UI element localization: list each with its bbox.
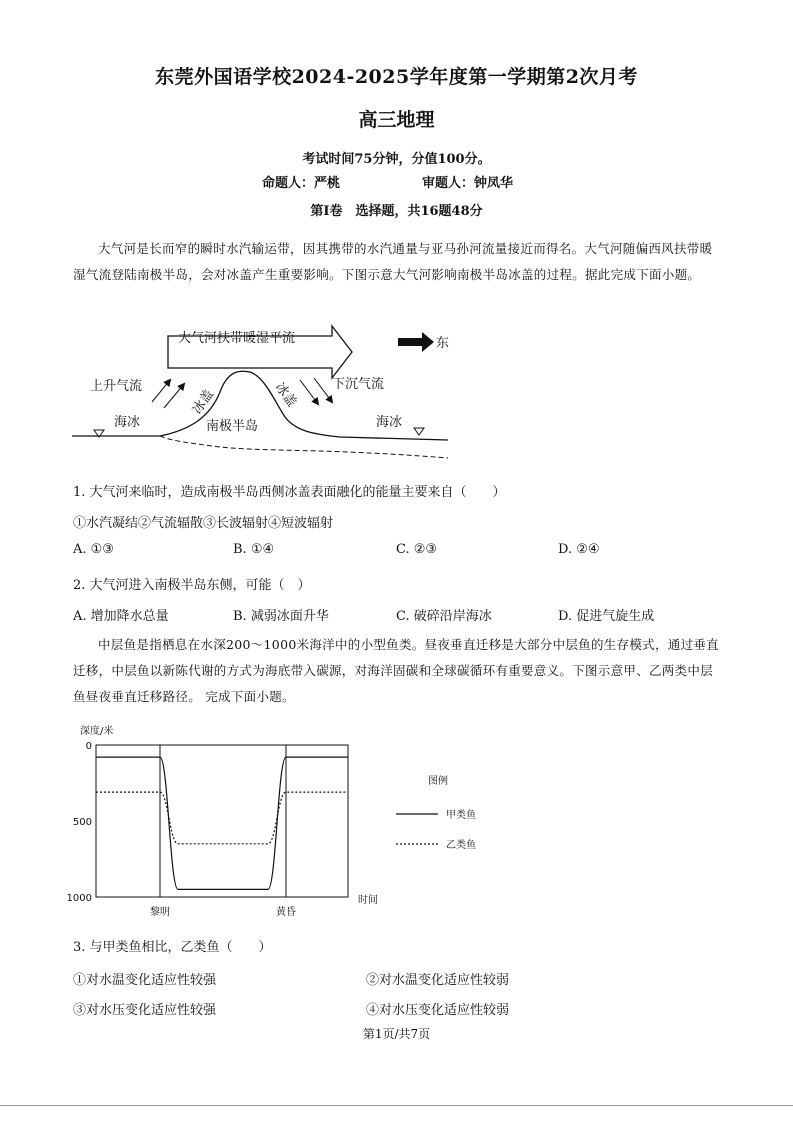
- q2-option-a[interactable]: A. 增加降水总量: [73, 609, 169, 624]
- q1-option-c[interactable]: C. ②③: [396, 542, 438, 557]
- rising-label: 上升气流: [90, 379, 143, 394]
- y-tick-label: 0: [85, 741, 92, 752]
- q2-option-d[interactable]: D. 促进气旋生成: [558, 609, 655, 624]
- atmospheric-river-diagram: [70, 322, 460, 460]
- rising-arrow: [152, 380, 170, 402]
- sinking-arrow: [314, 378, 332, 402]
- legend-label: 甲类鱼: [446, 810, 476, 821]
- q3-item-2: ②对水温变化适应性较弱: [366, 973, 510, 988]
- water-level-icon: [414, 428, 424, 435]
- passage-1: 大气河是长而窄的瞬时水汽输运带，因其携带的水汽通量与亚马孙河流量接近而得名。大气河随偏西风扶带暖湿气流登陆南极半岛，会对冰盖产生重要影响。下图示意大气河影响南极半岛冰盖的过程。据此完成下面小题。: [73, 241, 713, 282]
- legend-label: 乙类鱼: [446, 840, 476, 851]
- q2-option-c[interactable]: C. 破碎沿岸海冰: [396, 609, 492, 624]
- sinking-arrow: [300, 380, 318, 404]
- sea-ice-right-label: 海冰: [376, 415, 403, 430]
- q2-stem: 2. 大气河进入南极半岛东侧，可能（ ）: [73, 578, 311, 593]
- reviewer: 审题人：钟凤华: [422, 176, 514, 191]
- q1-items: ①水汽凝结②气流辐散③长波辐射④短波辐射: [73, 516, 334, 531]
- sea-ice-left-label: 海冰: [114, 415, 141, 430]
- bottom-rule: [0, 1105, 793, 1106]
- passage-2: 中层鱼是指栖息在水深200～1000米海洋中的小型鱼类。昼夜垂直迁移是大部分中层鱼的生存模式，通过垂直迁移，中层鱼以新陈代谢的方式为海底带入碳源，对海洋固碳和全球碳循环有重要意义。下图示意甲、乙两类中层鱼昼夜垂直迁移路径。 完成下面小题。: [73, 637, 719, 704]
- fish-migration-chart: [66, 722, 506, 922]
- y-tick-label: 500: [72, 817, 92, 828]
- legend-title: 图例: [428, 776, 448, 787]
- q3-item-4: ④对水压变化适应性较弱: [366, 1003, 510, 1018]
- page-number: 第1页/共7页: [362, 1027, 431, 1041]
- ice-cap-left-label: 冰盖: [189, 387, 218, 418]
- time-marker-label: 黎明: [150, 907, 170, 918]
- series-line-1: [96, 757, 348, 889]
- east-label: 东: [436, 336, 450, 351]
- chart-xlabel: 时间: [358, 895, 378, 906]
- sinking-label: 下沉气流: [332, 377, 385, 392]
- peninsula-label: 南极半岛: [206, 419, 259, 434]
- q1-option-d[interactable]: D. ②④: [558, 542, 600, 557]
- rising-arrow: [164, 384, 184, 408]
- exam-title: 东莞外国语学校2024-2025学年度第一学期第2次月考: [155, 66, 638, 88]
- exam-info: 考试时间75分钟，分值100分。: [302, 152, 491, 167]
- q1-stem: 1. 大气河来临时，造成南极半岛西侧冰盖表面融化的能量主要来自（ ）: [73, 485, 506, 500]
- ice-cap-right-label: 冰盖: [271, 380, 300, 410]
- q3-item-1: ①对水温变化适应性较强: [73, 973, 217, 988]
- subject-title: 高三地理: [358, 109, 435, 131]
- setter: 命题人：严桃: [262, 176, 341, 191]
- chart-frame: [96, 745, 348, 897]
- advection-label: 大气河扶带暖湿平流: [178, 331, 296, 346]
- east-arrow: [398, 332, 434, 352]
- q1-option-a[interactable]: A. ①③: [73, 542, 114, 557]
- series-line-2: [96, 792, 348, 844]
- chart-ylabel: 深度/米: [80, 726, 114, 737]
- q1-option-b[interactable]: B. ①④: [233, 542, 275, 557]
- q3-stem: 3. 与甲类鱼相比，乙类鱼（ ）: [73, 940, 272, 955]
- q3-item-3: ③对水压变化适应性较强: [73, 1003, 217, 1018]
- q2-option-b[interactable]: B. 减弱冰面升华: [233, 609, 329, 624]
- time-marker-label: 黄昏: [276, 907, 296, 918]
- section-heading: 第Ⅰ卷 选择题，共16题48分: [310, 204, 483, 219]
- y-tick-label: 1000: [66, 893, 92, 904]
